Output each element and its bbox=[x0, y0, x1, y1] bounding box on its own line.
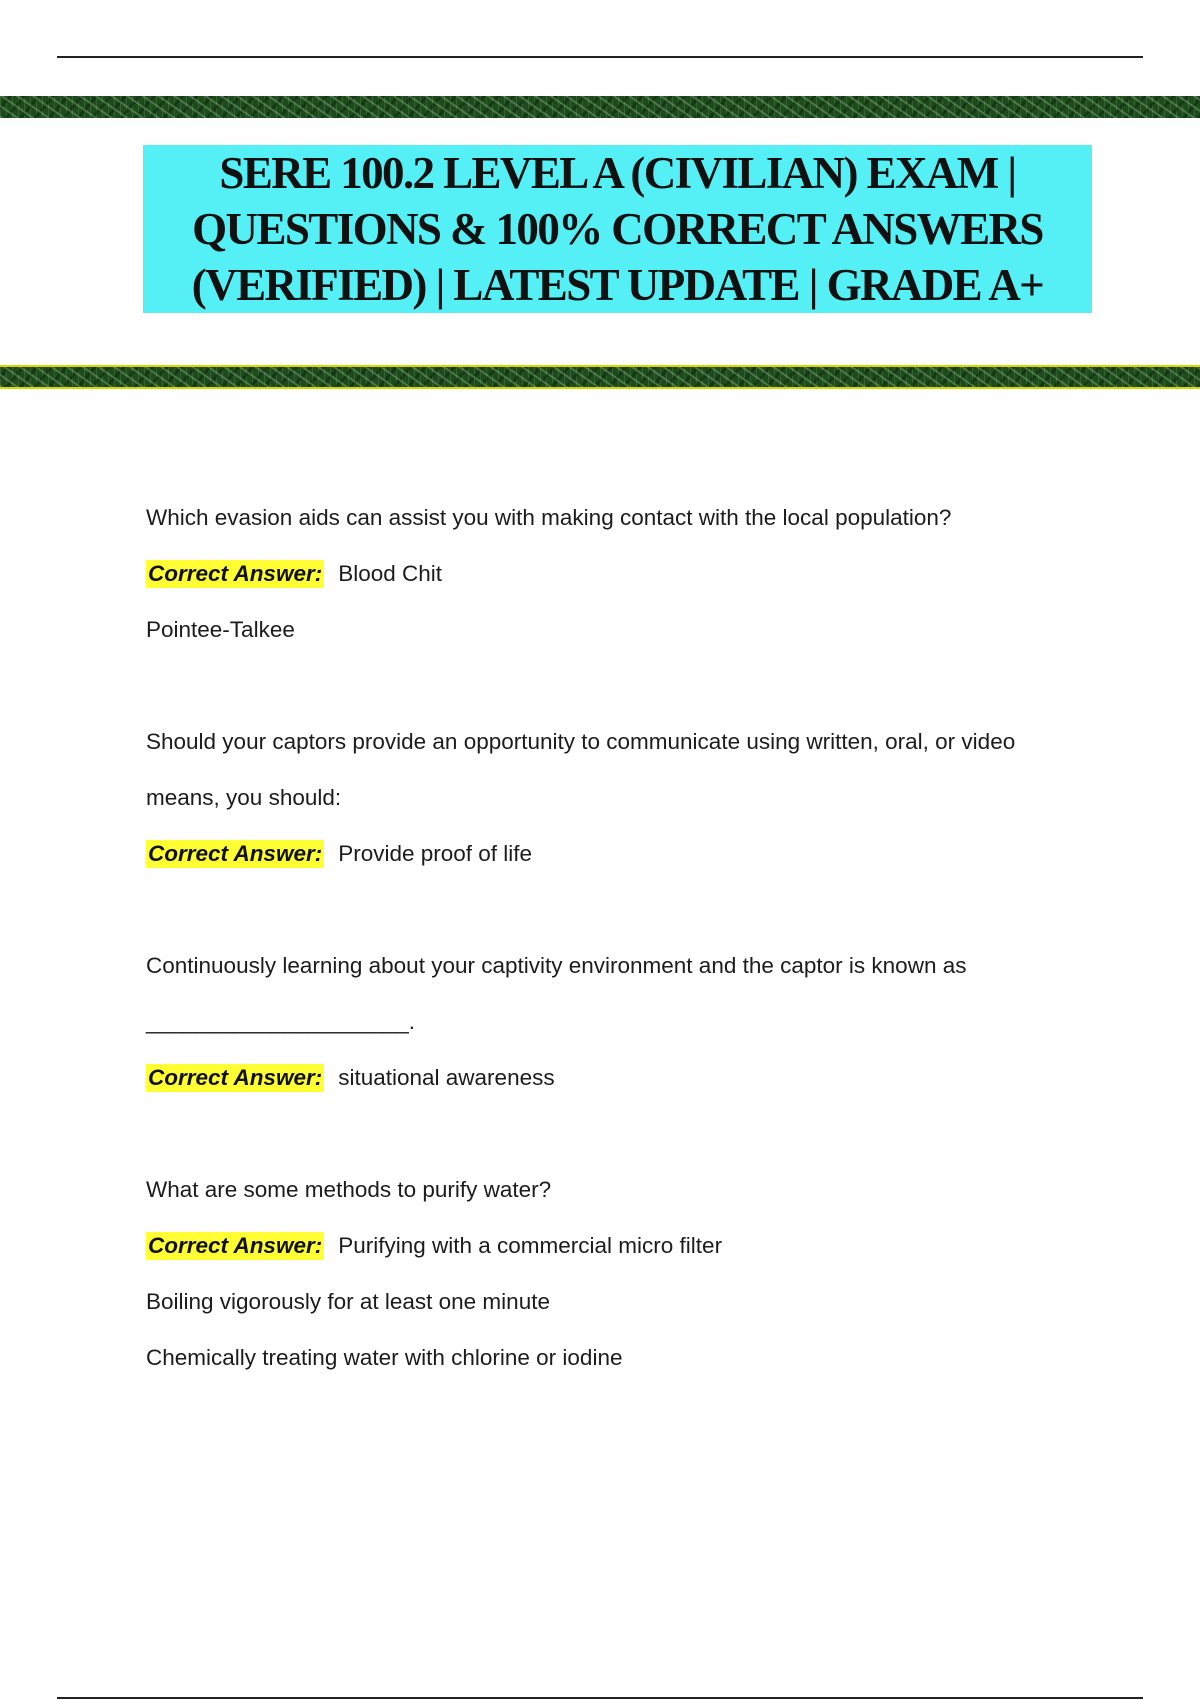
question-text: Which evasion aids can assist you with making contact with the local population? bbox=[146, 505, 952, 530]
qa-item bbox=[146, 938, 1106, 1106]
question-text: Continuously learning about your captivity environment and the captor is known as bbox=[146, 953, 967, 978]
decorative-band-top bbox=[0, 96, 1200, 118]
answer-text: Blood Chit bbox=[338, 561, 443, 586]
title-banner bbox=[143, 145, 1092, 313]
header-rule bbox=[57, 56, 1143, 58]
question-text: Should your captors provide an opportunity to communicate using written, oral, or video bbox=[146, 729, 1016, 754]
question-text: _____________________. bbox=[146, 1009, 416, 1034]
answer-line bbox=[146, 1050, 1106, 1106]
answer-text: Chemically treating water with chlorine or iodine bbox=[146, 1345, 623, 1370]
spacer bbox=[146, 1106, 1106, 1162]
spacer bbox=[146, 658, 1106, 714]
answer-text: situational awareness bbox=[338, 1065, 555, 1090]
answer-line bbox=[146, 1218, 1106, 1274]
correct-answer-label: Correct Answer: bbox=[148, 1065, 323, 1090]
answer-line bbox=[146, 546, 1106, 602]
correct-answer-label: Correct Answer: bbox=[148, 841, 323, 866]
answer-text: Provide proof of life bbox=[338, 841, 533, 866]
answer-text: Pointee-Talkee bbox=[146, 617, 295, 642]
correct-answer-label: Correct Answer: bbox=[148, 561, 323, 586]
document-title: SERE 100.2 LEVEL A (CIVILIAN) EXAM | QUESTIONS & 100% CORRECT ANSWERS (VERIFIED) | LATEST UPDATE | GRADE A+ bbox=[191, 148, 1044, 310]
decorative-band-bottom bbox=[0, 365, 1200, 389]
answer-text: Purifying with a commercial micro filter bbox=[338, 1233, 723, 1258]
answer-line bbox=[146, 826, 1106, 882]
qa-list bbox=[146, 490, 1106, 1386]
spacer bbox=[146, 882, 1106, 938]
qa-item bbox=[146, 714, 1106, 882]
question-text: What are some methods to purify water? bbox=[146, 1177, 552, 1202]
qa-item bbox=[146, 1162, 1106, 1386]
answer-text: Boiling vigorously for at least one minute bbox=[146, 1289, 550, 1314]
qa-item bbox=[146, 490, 1106, 658]
footer-rule bbox=[57, 1697, 1143, 1699]
question-text: means, you should: bbox=[146, 785, 342, 810]
correct-answer-label: Correct Answer: bbox=[148, 1233, 323, 1258]
